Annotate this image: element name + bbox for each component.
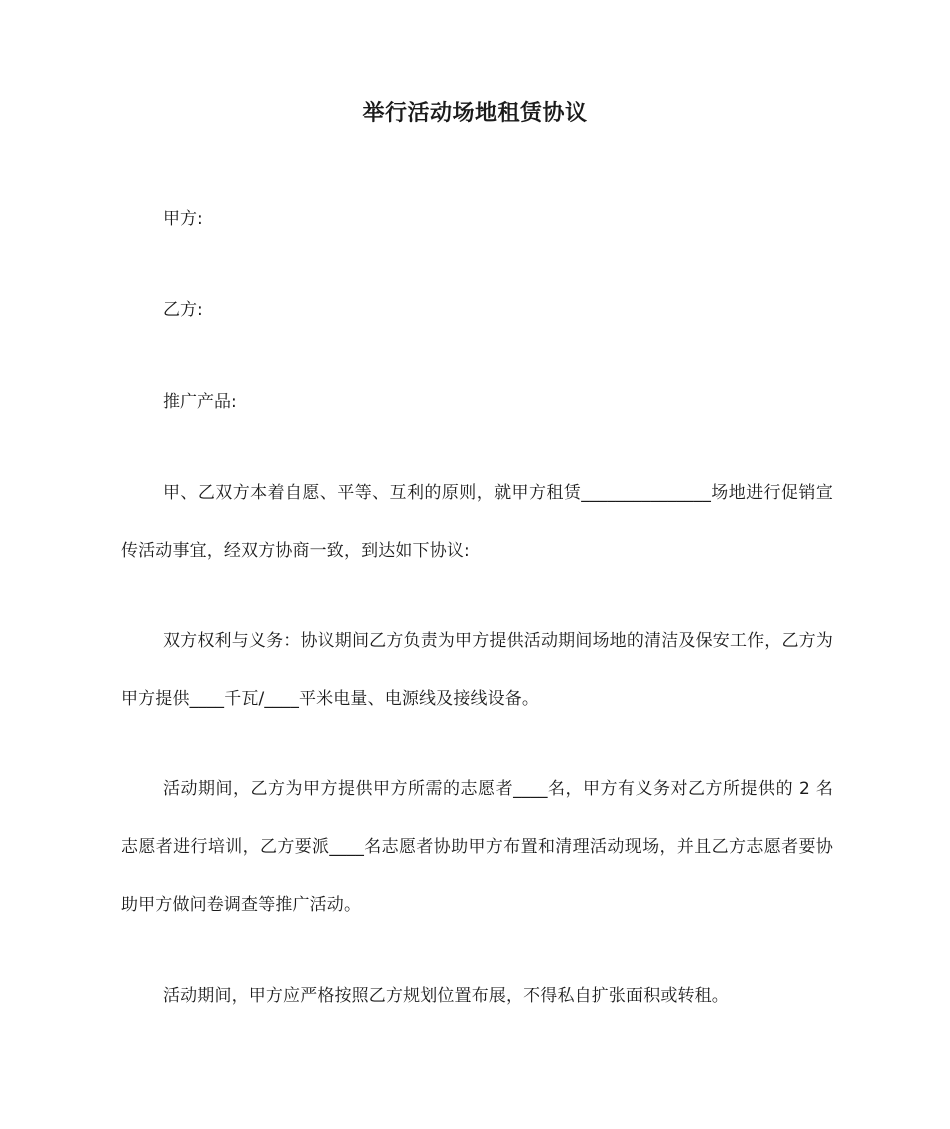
document-title: 举行活动场地租赁协议 [362, 101, 588, 126]
party-b-label: 乙方: [163, 300, 203, 320]
paragraph-rights-obligations: 双方权利与义务：协议期间乙方负责为甲方提供活动期间场地的清洁及保安工作，乙方为甲方提供____千瓦/____平米电量、电源线及接线设备。 [121, 631, 833, 709]
product-label: 推广产品: [163, 392, 237, 412]
party-a-label: 甲方: [163, 209, 203, 229]
paragraph-volunteers: 活动期间，乙方为甲方提供甲方所需的志愿者____名，甲方有义务对乙方所提供的 2 名志愿者进行培训，乙方要派____名志愿者协助甲方布置和清理活动现场，并且乙方志愿者要协助甲方做问卷调查等推广活动。 [121, 779, 833, 915]
paragraph-intro: 甲、乙双方本着自愿、平等、互利的原则，就甲方租赁_______________场地进行促销宣传活动事宜，经双方协商一致，到达如下协议: [121, 483, 833, 561]
paragraph-layout-rules: 活动期间，甲方应严格按照乙方规划位置布展，不得私自扩张面积或转租。 [163, 986, 729, 1006]
